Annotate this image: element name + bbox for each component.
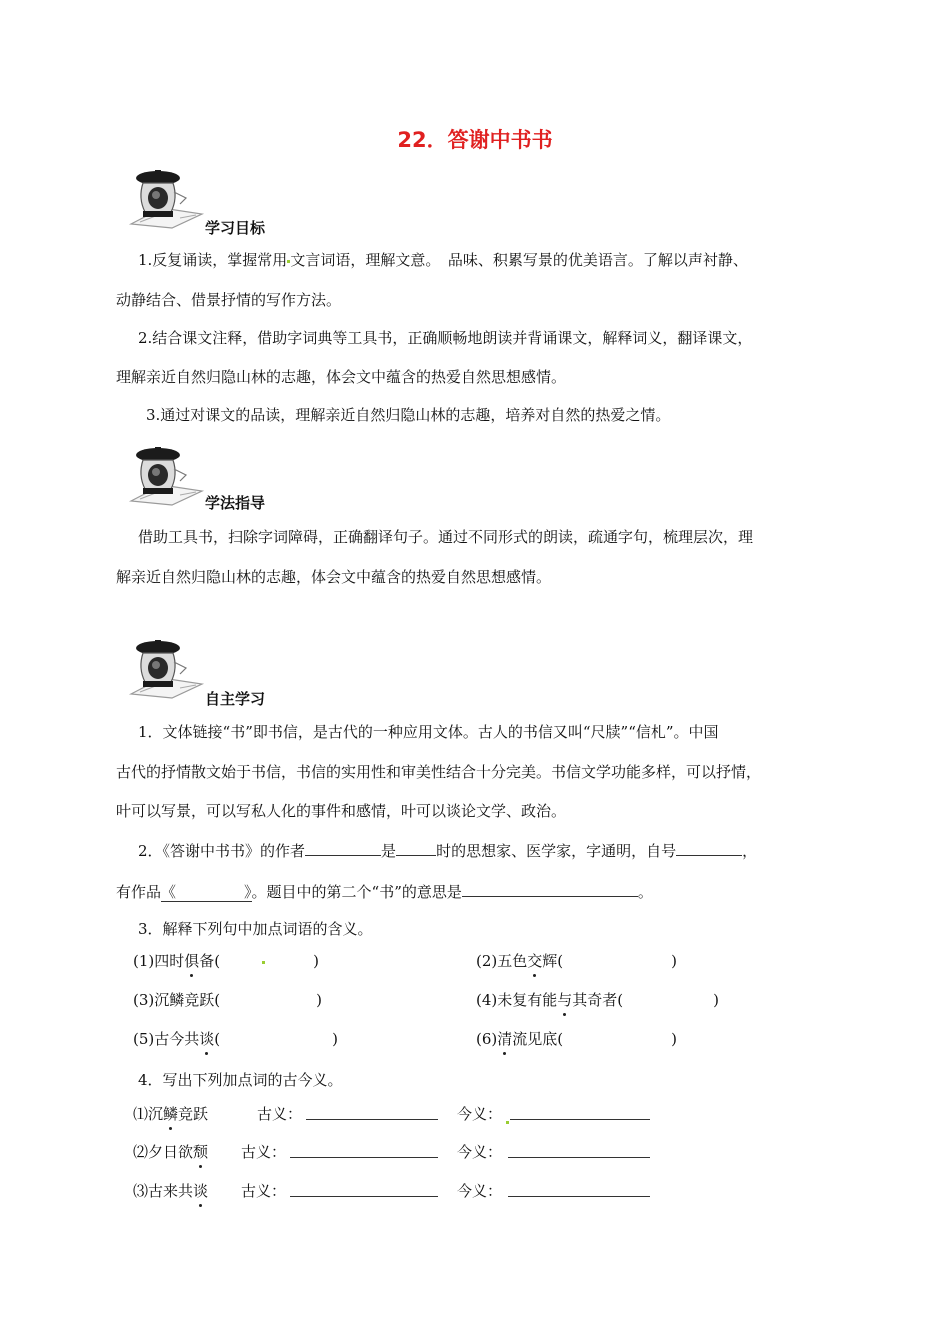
question-1-cont: 叶可以写景，可以写私人化的事件和感情，叶可以谈论文学、政治。 xyxy=(116,802,567,820)
question-3-item-3: (3)沉鳞竞跃( ) xyxy=(133,991,322,1009)
modern-meaning-label: 今义： xyxy=(457,1182,503,1200)
ancient-meaning-label: 古义： xyxy=(241,1182,287,1200)
question-4-item-1: ⑴沉鳞竞跃 xyxy=(133,1105,209,1123)
section-heading-method: 学法指导 xyxy=(205,494,266,512)
question-3-item-5: (5)古今共谈( ) xyxy=(133,1030,338,1048)
answer-blank-modern-2[interactable] xyxy=(508,1142,650,1158)
answer-blank-modern-1[interactable] xyxy=(510,1104,650,1120)
goal-item-1: 1.反复诵读，掌握常用 文言词语，理解文意。 品味、积累写景的优美语言。了解以声衬静、 xyxy=(138,251,748,269)
lantern-icon xyxy=(126,638,206,700)
question-3-item-2: (2)五色交辉( ) xyxy=(476,952,677,970)
question-3: 3．解释下列句中加点词语的含义。 xyxy=(138,920,373,938)
answer-blank-meaning[interactable] xyxy=(462,881,638,897)
question-2-cont: 有作品《 》。题目中的第二个“书”的意思是 。 xyxy=(116,883,653,901)
answer-blank-works[interactable]: 《 》 xyxy=(161,883,252,901)
answer-blank-ancient-1[interactable] xyxy=(306,1104,438,1120)
lantern-icon xyxy=(126,168,206,230)
goal-item-1-cont: 动静结合、借景抒情的写作方法。 xyxy=(116,291,342,309)
method-paragraph-cont: 解亲近自然归隐山林的志趣，体会文中蕴含的热爱自然思想感情。 xyxy=(116,568,552,586)
method-paragraph: 借助工具书，扫除字词障碍，正确翻译句子。通过不同形式的朗读，疏通字句，梳理层次，理 xyxy=(138,528,754,546)
answer-blank-author[interactable] xyxy=(305,840,381,856)
question-2: 2．《答谢中书书》的作者 是 时的思想家、医学家，字通明，自号 ， xyxy=(138,842,758,860)
question-4-item-3: ⑶古来共谈 xyxy=(133,1182,209,1200)
answer-blank-nickname[interactable] xyxy=(676,840,742,856)
question-3-item-4: (4)未复有能与其奇者( ) xyxy=(476,991,719,1009)
question-4-item-2: ⑵夕日欲颓 xyxy=(133,1143,209,1161)
page-title: 22．答谢中书书 xyxy=(397,128,553,152)
modern-meaning-label: 今义： xyxy=(457,1143,503,1161)
answer-blank-modern-3[interactable] xyxy=(508,1181,650,1197)
ancient-meaning-label: 古义： xyxy=(257,1105,303,1123)
goal-item-2: 2.结合课文注释，借助字词典等工具书，正确顺畅地朗读并背诵课文，解释词义，翻译课文， xyxy=(138,329,753,347)
answer-blank-ancient-3[interactable] xyxy=(290,1181,438,1197)
answer-blank-dynasty[interactable] xyxy=(396,840,436,856)
goal-item-2-cont: 理解亲近自然归隐山林的志趣，体会文中蕴含的热爱自然思想感情。 xyxy=(116,368,567,386)
question-3-item-1: (1)四时俱备( ) xyxy=(133,952,319,970)
modern-meaning-label: 今义： xyxy=(457,1105,503,1123)
section-heading-self: 自主学习 xyxy=(205,690,266,708)
question-1-cont: 古代的抒情散文始于书信，书信的实用性和审美性结合十分完美。书信文学功能多样，可以抒情， xyxy=(116,763,762,781)
goal-item-3: 3.通过对课文的品读，理解亲近自然归隐山林的志趣，培养对自然的热爱之情。 xyxy=(146,406,671,424)
question-4: 4．写出下列加点词的古今义。 xyxy=(138,1071,343,1089)
section-heading-goals: 学习目标 xyxy=(205,219,266,237)
question-3-item-6: (6)清流见底( ) xyxy=(476,1030,677,1048)
lantern-icon xyxy=(126,445,206,507)
ancient-meaning-label: 古义： xyxy=(241,1143,287,1161)
question-1: 1．文体链接“书”即书信，是古代的一种应用文体。古人的书信又叫“尺牍”“信札”。中国 xyxy=(138,723,719,741)
answer-blank-ancient-2[interactable] xyxy=(290,1142,438,1158)
